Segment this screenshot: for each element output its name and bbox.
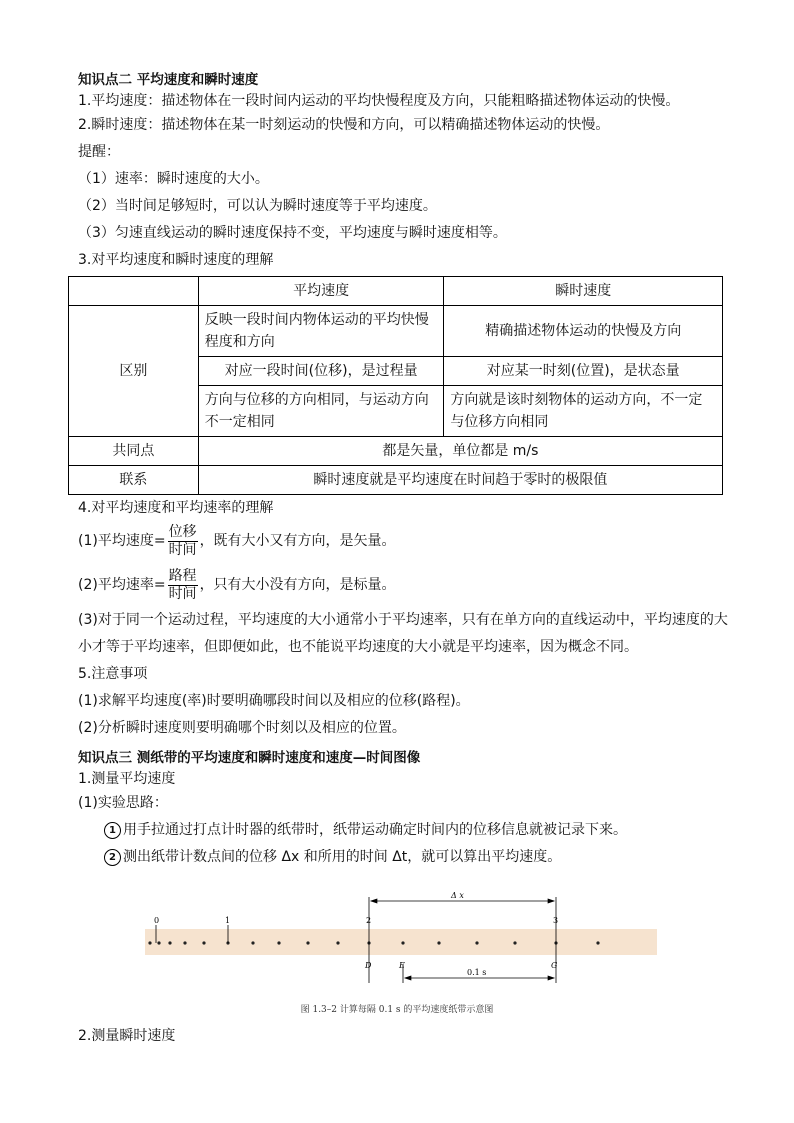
point-label: E — [399, 961, 405, 970]
table-row-label: 联系 — [69, 466, 199, 495]
fraction: $\frac{\text{位移}}{\text{时间}}$ — [168, 523, 197, 558]
dx-label: Δ x — [451, 891, 464, 900]
para: 1.测量平均速度 — [78, 771, 176, 787]
para: (1)求解平均速度(率)时要明确哪段时间以及相应的位移(路程)。 — [78, 693, 470, 709]
para: （3）匀速直线运动的瞬时速度保持不变，平均速度与瞬时速度相等。 — [78, 225, 507, 241]
table-cell: 都是矢量，单位都是 m/s — [198, 437, 722, 466]
para: 1.平均速度：描述物体在一段时间内运动的平均快慢程度及方向，只能粗略描述物体运动的快慢。 — [78, 93, 680, 109]
paper-tape — [145, 929, 657, 955]
table-cell: 对应某一时刻(位置)，是状态量 — [444, 357, 723, 386]
para: （2）当时间足够短时，可以认为瞬时速度等于平均速度。 — [78, 198, 437, 214]
content-bottom — [78, 1023, 175, 1050]
table-row-label: 共同点 — [69, 437, 199, 466]
step: 2 测出纸带计数点间的位移 Δx 和所用的时间 Δt，就可以算出平均速度。 — [78, 844, 728, 871]
formula-avg-speed: (2)平均速率= $\frac{\text{路程}}{\text{时间}}$ ，只有大小没有方向，是标量。 — [78, 567, 396, 602]
table-cell: 方向与位移的方向相同，与运动方向不一定相同 — [198, 386, 444, 437]
figure-caption: 图 1.3–2 计算每隔 0.1 s 的平均速度纸带示意图 — [300, 1005, 494, 1015]
table-cell: 精确描述物体运动的快慢及方向 — [444, 306, 723, 357]
step: 1 用手拉通过打点计时器的纸带时，纸带运动确定时间内的位移信息就被记录下来。 — [78, 817, 728, 844]
table-cell: 方向就是该时刻物体的运动方向，不一定与位移方向相同 — [444, 386, 723, 437]
para: (2)分析瞬时速度则要明确哪个时刻以及相应的位置。 — [78, 720, 406, 736]
point-label: D — [365, 961, 372, 970]
para: 2.瞬时速度：描述物体在某一时刻运动的快慢和方向，可以精确描述物体运动的快慢。 — [78, 117, 610, 133]
table-cell: 瞬时速度就是平均速度在时间趋于零时的极限值 — [198, 466, 722, 495]
point-label: G — [551, 961, 558, 970]
table-header: 平均速度 — [198, 277, 444, 306]
para: 4.对平均速度和平均速率的理解 — [78, 500, 274, 516]
formula-avg-velocity: (1)平均速度= $\frac{\text{位移}}{\text{时间}}$ ，既有大小又有方向，是矢量。 — [78, 523, 396, 558]
table-header: 瞬时速度 — [444, 277, 723, 306]
paper-tape-figure — [145, 885, 657, 995]
para: (1)实验思路： — [78, 795, 168, 811]
table-cell: 对应一段时间(位移)，是过程量 — [198, 357, 444, 386]
fraction: $\frac{\text{路程}}{\text{时间}}$ — [168, 567, 197, 602]
content — [78, 70, 728, 871]
para: 5.注意事项 — [78, 666, 148, 682]
comparison-table — [68, 276, 723, 495]
tick-label: 2 — [366, 916, 372, 925]
para: 提醒： — [78, 144, 120, 160]
tick-label: 1 — [225, 916, 231, 925]
section2-title: 知识点二 平均速度和瞬时速度 — [78, 72, 259, 88]
tick-label: 0 — [154, 916, 160, 925]
dt-label: 0.1 s — [467, 968, 487, 977]
tick-label: 3 — [553, 916, 559, 925]
para: (3)对于同一个运动过程，平均速度的大小通常小于平均速率，只有在单方向的直线运动中，平均速度的大小才等于平均速率，但即便如此，也不能说平均速度的大小就是平均速率，因为概念不同。 — [78, 612, 728, 655]
table-cell: 反映一段时间内物体运动的平均快慢程度和方向 — [198, 306, 444, 357]
circled-number-icon: 2 — [104, 849, 121, 866]
para: 2.测量瞬时速度 — [78, 1028, 176, 1044]
para: （1）速率：瞬时速度的大小。 — [78, 171, 269, 187]
para: 3.对平均速度和瞬时速度的理解 — [78, 252, 274, 268]
circled-number-icon: 1 — [104, 822, 121, 839]
section3-title: 知识点三 测纸带的平均速度和瞬时速度和速度—时间图像 — [78, 750, 421, 766]
table-row-label: 区别 — [69, 306, 199, 437]
